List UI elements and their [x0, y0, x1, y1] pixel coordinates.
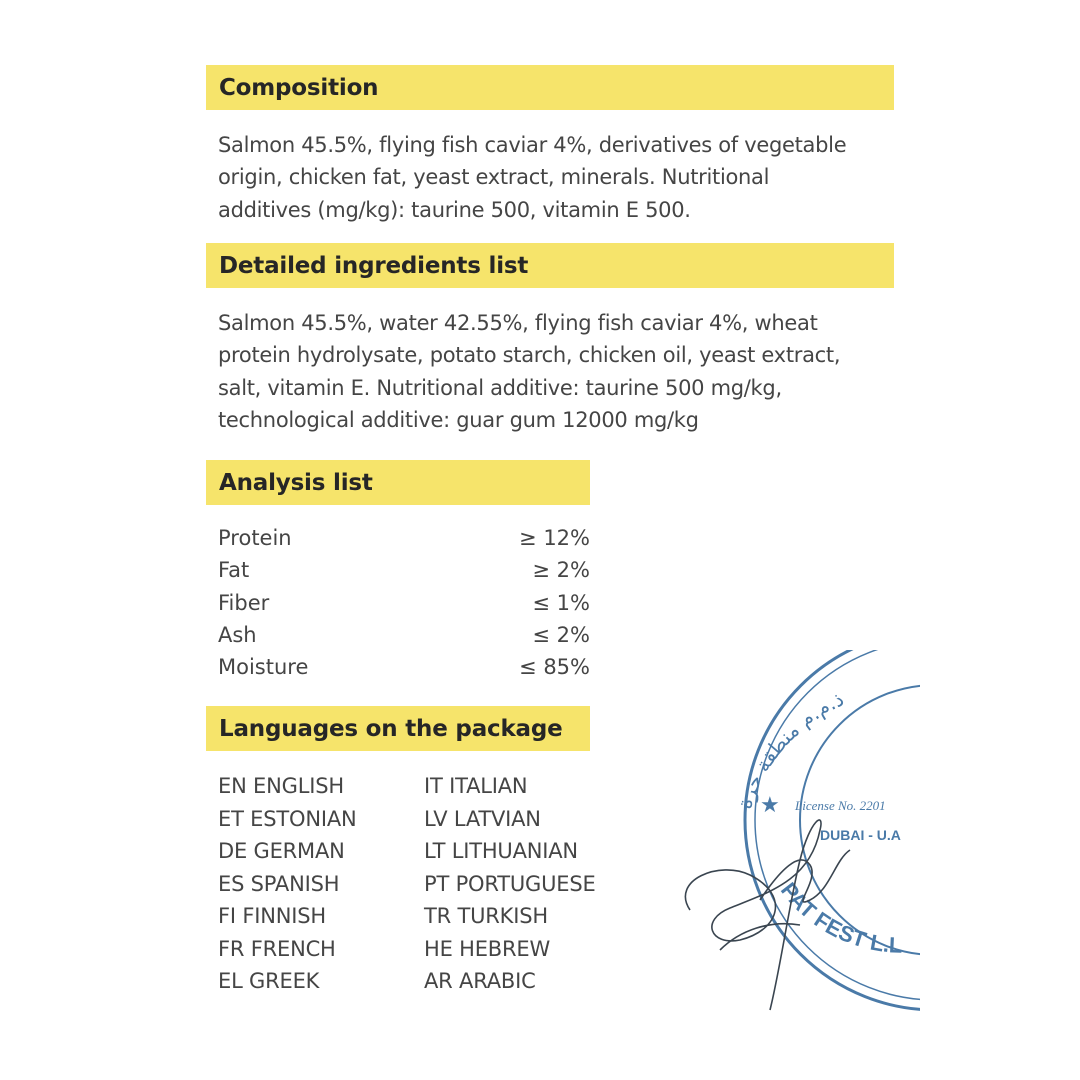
language-item: FR FRENCH	[218, 936, 336, 961]
analysis-name: Protein	[218, 526, 292, 550]
ingredients-line: salt, vitamin E. Nutritional additive: taurine 500 mg/kg,	[218, 375, 782, 400]
language-item: ET ESTONIAN	[218, 806, 357, 831]
analysis-value: ≥ 12%	[519, 526, 590, 550]
language-item: EL GREEK	[218, 969, 320, 993]
analysis-value: ≥ 2%	[532, 558, 590, 583]
analysis-name: Moisture	[218, 655, 309, 680]
composition-line: origin, chicken fat, yeast extract, minerals. Nutritional	[218, 165, 770, 190]
analysis-row	[218, 587, 590, 619]
analysis-name: Fat	[218, 558, 250, 583]
analysis-name: Fiber	[218, 590, 270, 615]
stamp-seal-graphic	[660, 650, 920, 1030]
ingredients-line: protein hydrolysate, potato starch, chicken oil, yeast extract,	[218, 343, 841, 368]
language-item: TR TURKISH	[424, 904, 548, 928]
language-item: LV LATVIAN	[424, 806, 541, 831]
language-item: EN ENGLISH	[218, 774, 344, 798]
analysis-row	[218, 619, 590, 651]
language-item: FI FINNISH	[218, 904, 326, 928]
ingredients-line: technological additive: guar gum 12000 mg/kg	[218, 407, 699, 432]
analysis-heading: Analysis list	[206, 460, 590, 505]
stamp-arabic-path: ذ.م.م منطقة حرة	[731, 686, 848, 812]
composition-heading: Composition	[206, 65, 894, 110]
languages-heading: Languages on the package	[206, 706, 590, 751]
languages-column-2	[424, 770, 596, 998]
language-item: IT ITALIAN	[424, 774, 528, 798]
stamp-company-path: PAT FEST L.L	[775, 877, 903, 958]
company-stamp	[660, 650, 920, 1030]
analysis-value: ≤ 85%	[519, 655, 590, 680]
stamp-city: DUBAI - U.A	[820, 827, 901, 843]
ingredients-line: Salmon 45.5%, water 42.55%, flying fish caviar 4%, wheat	[218, 311, 818, 335]
composition-line: Salmon 45.5%, flying fish caviar 4%, derivatives of vegetable	[218, 133, 847, 157]
language-item: HE HEBREW	[424, 936, 551, 961]
stamp-company	[776, 878, 903, 958]
language-item: PT PORTUGUESE	[424, 871, 596, 896]
language-item: ES SPANISH	[218, 871, 340, 896]
analysis-row	[218, 554, 590, 586]
analysis-row	[218, 651, 590, 683]
composition-text	[218, 129, 898, 226]
ingredients-heading: Detailed ingredients list	[206, 243, 894, 288]
analysis-table	[218, 522, 590, 683]
analysis-value: ≤ 1%	[532, 590, 590, 615]
languages-column-1	[218, 770, 357, 998]
stamp-license: License No. 2201	[795, 798, 886, 813]
ingredients-text	[218, 307, 898, 436]
analysis-row	[218, 522, 590, 554]
analysis-value: ≤ 2%	[532, 622, 590, 647]
language-item: AR ARABIC	[424, 969, 536, 993]
composition-line: additives (mg/kg): taurine 500, vitamin E 500.	[218, 197, 691, 222]
analysis-name: Ash	[218, 622, 257, 647]
star-icon: ★	[760, 793, 780, 818]
language-item: LT LITHUANIAN	[424, 839, 578, 863]
language-item: DE GERMAN	[218, 839, 345, 863]
stamp-arabic-text	[732, 687, 847, 812]
